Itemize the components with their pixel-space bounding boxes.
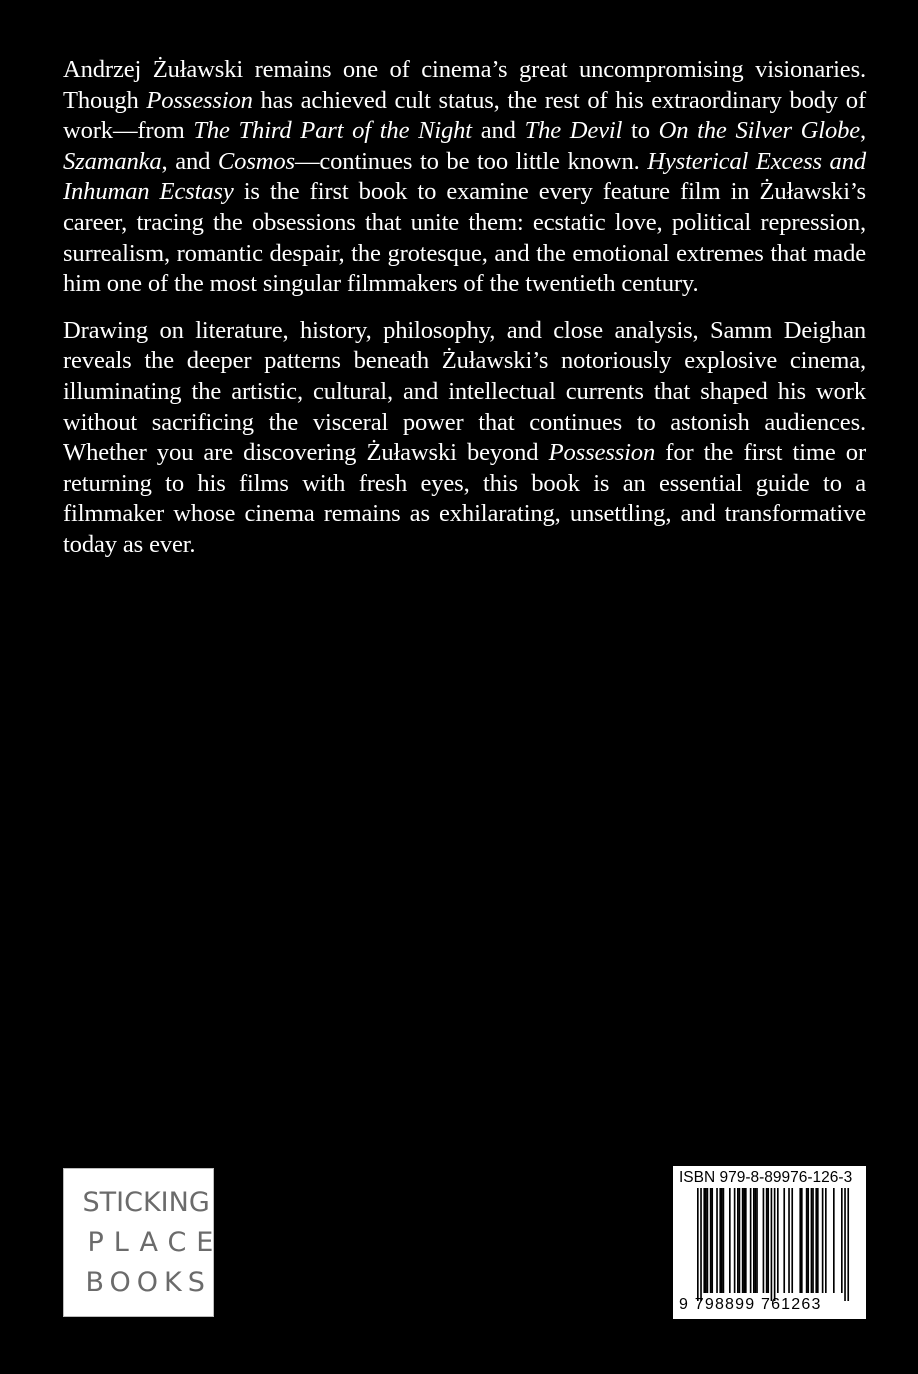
barcode-bar: [721, 1188, 723, 1293]
barcode-bar: [771, 1188, 773, 1301]
barcode-bar: [815, 1188, 817, 1293]
barcode-bar: [844, 1188, 846, 1301]
barcode-bar: [807, 1188, 809, 1293]
logo-line-sticking: STICKING: [82, 1186, 210, 1218]
barcode-bar: [734, 1188, 736, 1293]
barcode-bar: [825, 1188, 827, 1293]
barcode-bar: [791, 1188, 793, 1293]
barcode-bar: [716, 1188, 718, 1293]
barcode-bar: [745, 1188, 747, 1293]
barcode-bar: [707, 1188, 709, 1293]
back-cover-blurb: [63, 55, 866, 577]
barcode-bar: [841, 1188, 843, 1293]
barcode-bar: [801, 1188, 803, 1293]
italic-title: Hysterical Excess and Inhuman Ecstasy: [63, 147, 866, 206]
italic-title: Possession: [146, 86, 253, 114]
barcode-bar: [806, 1188, 808, 1293]
publisher-logo: [63, 1168, 224, 1317]
barcode-bar: [697, 1188, 699, 1301]
barcode-bar: [700, 1188, 702, 1301]
italic-title: Szamanka: [63, 147, 162, 175]
barcode-bar: [767, 1188, 769, 1293]
barcode-bar: [750, 1188, 752, 1293]
barcode-bar: [812, 1188, 814, 1293]
italic-title: Possession: [548, 439, 656, 467]
barcode-bar: [777, 1188, 779, 1293]
italic-title: Cosmos: [217, 147, 295, 175]
barcode-bar: [729, 1188, 731, 1293]
barcode-bar: [811, 1188, 813, 1293]
italic-title: On the Silver Globe: [658, 117, 861, 145]
logo-line-place: PLACE: [87, 1226, 224, 1258]
isbn-barcode: [673, 1166, 866, 1319]
barcode-bar: [788, 1188, 790, 1293]
barcode-bar: [756, 1188, 758, 1293]
barcode-bar: [763, 1188, 765, 1293]
barcode-bar: [739, 1188, 741, 1293]
barcode-bar: [833, 1188, 835, 1293]
barcode-bar: [710, 1188, 712, 1293]
barcode-bar: [703, 1188, 705, 1293]
barcode-bar: [766, 1188, 768, 1293]
barcode-bar: [799, 1188, 801, 1293]
italic-title: The Devil: [524, 117, 623, 145]
italic-title: The Third Part of the Night: [193, 117, 472, 145]
barcode-bar: [737, 1188, 739, 1293]
barcode-bar: [719, 1188, 721, 1293]
barcode-bar: [755, 1188, 757, 1293]
blurb-paragraph-1: Andrzej Żuławski remains one of cinema’s great uncompromising visionaries. Though Possession has achieved cult status, the rest of his extraordinary body of work—from The Third Part of the Night and The Devil to On the Silver Globe, Szamanka, and Cosmos—continues to be too little known. Hysterical Excess and Inhuman Ecstasy is the first book to examine every feature film in Żuławski’s career, tracing the obsessions that unite them: ecstatic love, political repression, surrealism, romantic despair, the grotesque, and the emotional extremes that made him one of the most singular filmmakers of the twentieth century.: [63, 56, 867, 298]
barcode-bar: [783, 1188, 785, 1293]
barcode-bar: [742, 1188, 744, 1293]
barcode-bar: [705, 1188, 707, 1293]
barcode-bar: [847, 1188, 849, 1301]
logo-line-books: BOOKS: [85, 1266, 211, 1298]
barcode-bar: [822, 1188, 824, 1293]
isbn-label: ISBN 979-8-89976-126-3: [679, 1169, 853, 1186]
barcode-bar: [774, 1188, 776, 1301]
barcode-bar: [817, 1188, 819, 1293]
barcode-bar: [711, 1188, 713, 1293]
barcode-digits: 9 798899 761263: [679, 1296, 822, 1313]
barcode-bar: [743, 1188, 745, 1293]
blurb-paragraph-2: Drawing on literature, history, philosophy, and close analysis, Samm Deighan reveals the deeper patterns beneath Żuławski’s notoriously explosive cinema, illuminating the artistic, cultural, and intellectual currents that shaped his work without sacrificing the visceral power that continues to astonish audiences. Whether you are discovering Żuławski beyond Possession for the first time or returning to his films with fresh eyes, this book is an essential guide to a filmmaker whose cinema remains as exhilarating, unsettling, and transformative today as ever.: [63, 316, 866, 558]
barcode-bar: [753, 1188, 755, 1293]
barcode-bar: [723, 1188, 725, 1293]
